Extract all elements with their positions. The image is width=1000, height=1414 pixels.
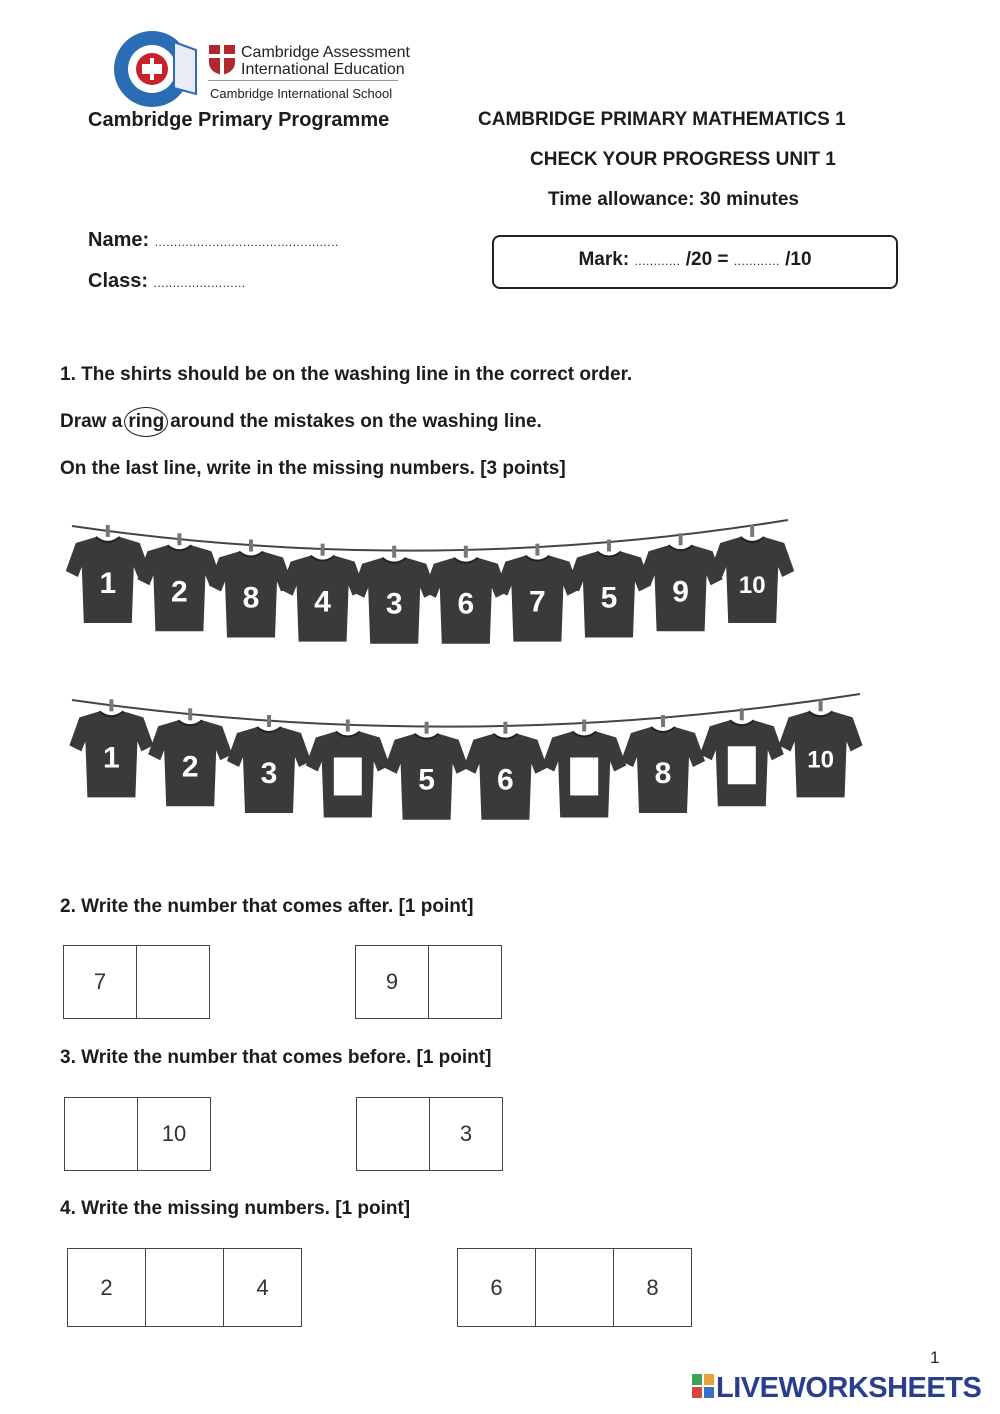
shirt-blank-number[interactable] bbox=[728, 746, 756, 784]
international-education-text: International Education bbox=[241, 61, 405, 78]
peg bbox=[819, 699, 823, 711]
cambridge-shield-icon bbox=[208, 44, 236, 76]
peg bbox=[535, 544, 539, 556]
peg bbox=[249, 540, 253, 552]
class-dots: ........................ bbox=[153, 276, 246, 290]
mark-box bbox=[492, 235, 898, 289]
name-label: Name: bbox=[88, 229, 150, 251]
q2-box-pair-b bbox=[355, 945, 502, 1019]
peg bbox=[679, 533, 683, 545]
shirt-number: 8 bbox=[654, 757, 672, 790]
q1-draw-text: Draw a bbox=[60, 411, 123, 432]
shirt-number: 5 bbox=[600, 581, 618, 615]
peg bbox=[750, 525, 754, 537]
unit-title: CHECK YOUR PROGRESS UNIT 1 bbox=[530, 149, 836, 170]
question-1-line-3: On the last line, write in the missing numbers. [3 points] bbox=[60, 458, 566, 479]
shirt-blank-number[interactable] bbox=[570, 757, 598, 795]
liveworksheets-brand: LIVEWORKSHEETS bbox=[716, 1372, 982, 1404]
subject-title: CAMBRIDGE PRIMARY MATHEMATICS 1 bbox=[478, 109, 846, 130]
q2b-given-cell: 9 bbox=[356, 946, 429, 1018]
shirt-number: 3 bbox=[260, 757, 278, 790]
q3-box-pair-a bbox=[64, 1097, 211, 1171]
q4b-cell-1: 6 bbox=[458, 1249, 536, 1326]
peg bbox=[267, 715, 271, 727]
q4-box-row-b bbox=[457, 1248, 692, 1327]
ring-word: ring bbox=[124, 407, 168, 437]
shirt-number: 7 bbox=[529, 585, 546, 619]
peg bbox=[321, 544, 325, 556]
mark-line bbox=[494, 249, 896, 271]
q2a-given-cell: 7 bbox=[64, 946, 137, 1018]
logo-divider bbox=[208, 80, 398, 81]
peg bbox=[607, 540, 611, 552]
shirt-number: 10 bbox=[738, 571, 766, 599]
q4a-cell-1: 2 bbox=[68, 1249, 146, 1326]
page-number: 1 bbox=[930, 1348, 940, 1367]
q2a-answer-cell[interactable] bbox=[137, 946, 209, 1018]
question-3: 3. Write the number that comes before. [1 point] bbox=[60, 1047, 492, 1068]
q2-box-pair-a bbox=[63, 945, 210, 1019]
shirt-number: 1 bbox=[103, 741, 120, 775]
peg bbox=[346, 719, 350, 731]
programme-title: Cambridge Primary Programme bbox=[88, 109, 390, 131]
cambridge-assessment-text: Cambridge Assessment bbox=[241, 44, 410, 61]
shirt-number: 6 bbox=[457, 587, 475, 621]
shirt-blank-number[interactable] bbox=[334, 757, 362, 795]
washing-lines bbox=[60, 498, 880, 868]
shirt-number: 9 bbox=[672, 575, 689, 609]
question-2: 2. Write the number that comes after. [1 point] bbox=[60, 896, 474, 917]
q3a-answer-cell[interactable] bbox=[65, 1098, 138, 1170]
mark-of-10: /10 bbox=[785, 249, 812, 270]
name-dots: ................................................ bbox=[154, 235, 339, 249]
peg bbox=[582, 719, 586, 731]
shirt-number: 2 bbox=[171, 575, 188, 609]
shirt-number: 4 bbox=[314, 585, 331, 619]
mark-label: Mark: bbox=[578, 249, 630, 270]
shirt-number: 2 bbox=[181, 750, 199, 784]
q4a-answer-cell[interactable] bbox=[146, 1249, 224, 1326]
q3b-given-cell: 3 bbox=[459, 1121, 473, 1146]
peg bbox=[109, 699, 113, 711]
class-field[interactable] bbox=[88, 270, 246, 293]
q3a-given-cell: 10 bbox=[161, 1121, 187, 1146]
q3b-answer-cell[interactable] bbox=[357, 1098, 430, 1170]
q4-box-row-a bbox=[67, 1248, 302, 1327]
mark-dots-1[interactable]: ............ bbox=[634, 254, 681, 268]
peg bbox=[425, 722, 429, 734]
name-field[interactable] bbox=[88, 229, 339, 252]
question-1-line-2 bbox=[60, 411, 542, 433]
school-seal-logo bbox=[112, 28, 198, 110]
class-label: Class: bbox=[88, 270, 149, 292]
shirt-number: 5 bbox=[418, 763, 435, 797]
shirt-number: 10 bbox=[807, 746, 834, 774]
peg bbox=[464, 546, 468, 558]
q1-around-text: around the mistakes on the washing line. bbox=[170, 411, 542, 432]
mark-dots-2[interactable]: ............ bbox=[733, 254, 780, 268]
q3-box-pair-b bbox=[356, 1097, 503, 1171]
peg bbox=[177, 533, 181, 545]
liveworksheets-icon bbox=[692, 1374, 714, 1403]
shirt-number: 8 bbox=[242, 581, 260, 615]
time-allowance: Time allowance: 30 minutes bbox=[548, 189, 799, 210]
q2b-answer-cell[interactable] bbox=[429, 946, 501, 1018]
question-4: 4. Write the missing numbers. [1 point] bbox=[60, 1198, 411, 1219]
mark-of-20: /20 = bbox=[685, 249, 729, 270]
q4b-cell-3: 8 bbox=[646, 1274, 659, 1300]
q4a-cell-3: 4 bbox=[256, 1274, 269, 1300]
shirt-number: 3 bbox=[385, 587, 403, 621]
peg bbox=[392, 546, 396, 558]
peg bbox=[188, 708, 192, 720]
question-1-line-1: 1. The shirts should be on the washing line in the correct order. bbox=[60, 364, 633, 385]
peg bbox=[740, 708, 744, 720]
cambridge-school-text: Cambridge International School bbox=[210, 86, 393, 101]
peg bbox=[106, 525, 110, 537]
peg bbox=[503, 722, 507, 734]
q4b-answer-cell[interactable] bbox=[536, 1249, 614, 1326]
shirt-number: 1 bbox=[99, 566, 117, 600]
peg bbox=[661, 715, 665, 727]
shirt-number: 6 bbox=[497, 763, 514, 797]
